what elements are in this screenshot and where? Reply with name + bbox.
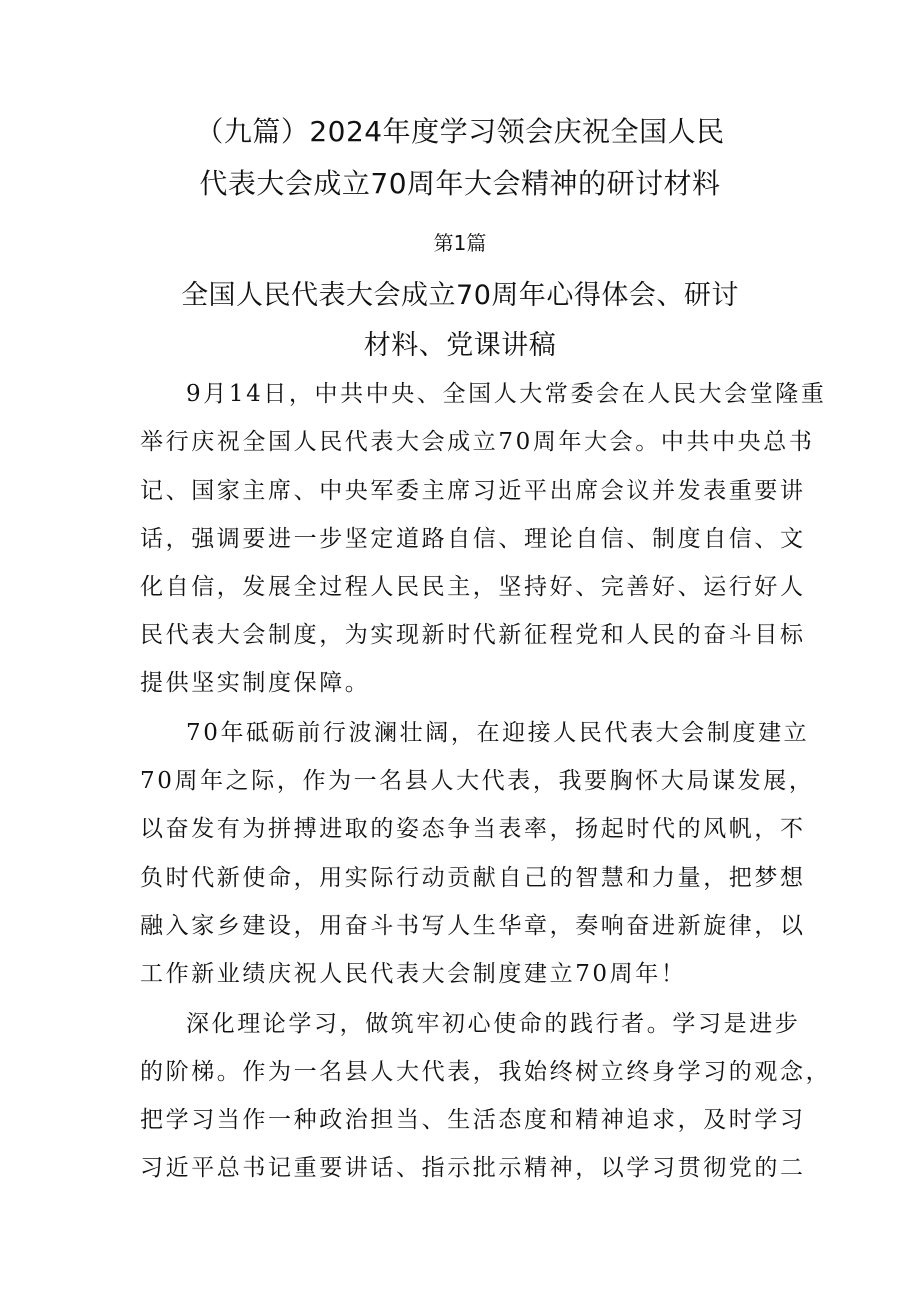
paragraph-3-line: 的阶梯。作为一名县人大代表，我始终树立终身学习的观念， <box>140 1059 832 1085</box>
section-subtitle-line-2: 材料、党课讲稿 <box>363 330 557 361</box>
paragraph-2-line: 工作新业绩庆祝人民代表大会制度建立70周年！ <box>140 961 687 987</box>
paragraph-3-line: 把学习当作一种政治担当、生活态度和精神追求，及时学习 <box>140 1107 806 1133</box>
paragraph-2-line: 融入家乡建设，用奋斗书写人生华章，奏响奋进新旋律，以 <box>140 913 806 939</box>
paragraph-2-line: 负时代新使命，用实际行动贡献自己的智慧和力量，把梦想 <box>140 865 806 891</box>
paragraph-1-line: 化自信，发展全过程人民民主，坚持好、完善好、运行好人 <box>140 574 806 600</box>
paragraph-3-line: 深化理论学习，做筑牢初心使命的践行者。学习是进步 <box>186 1011 801 1037</box>
paragraph-1-line: 举行庆祝全国人民代表大会成立70周年大会。中共中央总书 <box>140 429 815 455</box>
document-title-line-2: 代表大会成立70周年大会精神的研讨材料 <box>199 167 721 200</box>
paragraph-1-line: 提供坚实制度保障。 <box>140 670 371 696</box>
paragraph-2-line: 70年砥砺前行波澜壮阔，在迎接人民代表大会制度建立 <box>186 720 810 746</box>
paragraph-1-line: 记、国家主席、中央军委主席习近平出席会议并发表重要讲 <box>140 478 806 504</box>
paragraph-1-line: 9月14日，中共中央、全国人大常委会在人民大会堂隆重 <box>186 381 827 407</box>
chapter-label: 第1篇 <box>433 231 487 255</box>
paragraph-3-line: 习近平总书记重要讲话、指示批示精神，以学习贯彻党的二 <box>140 1155 806 1181</box>
paragraph-2-line: 以奋发有为拼搏进取的姿态争当表率，扬起时代的风帆，不 <box>140 816 806 842</box>
paragraph-1-line: 民代表大会制度，为实现新时代新征程党和人民的奋斗目标 <box>140 622 806 648</box>
document-title-line-1: （九篇）2024年度学习领会庆祝全国人民 <box>195 115 725 148</box>
paragraph-2-line: 70周年之际，作为一名县人大代表，我要胸怀大局谋发展， <box>140 768 815 794</box>
paragraph-1-line: 话，强调要进一步坚定道路自信、理论自信、制度自信、文 <box>140 526 806 552</box>
section-subtitle-line-1: 全国人民代表大会成立70周年心得体会、研讨 <box>181 280 739 311</box>
